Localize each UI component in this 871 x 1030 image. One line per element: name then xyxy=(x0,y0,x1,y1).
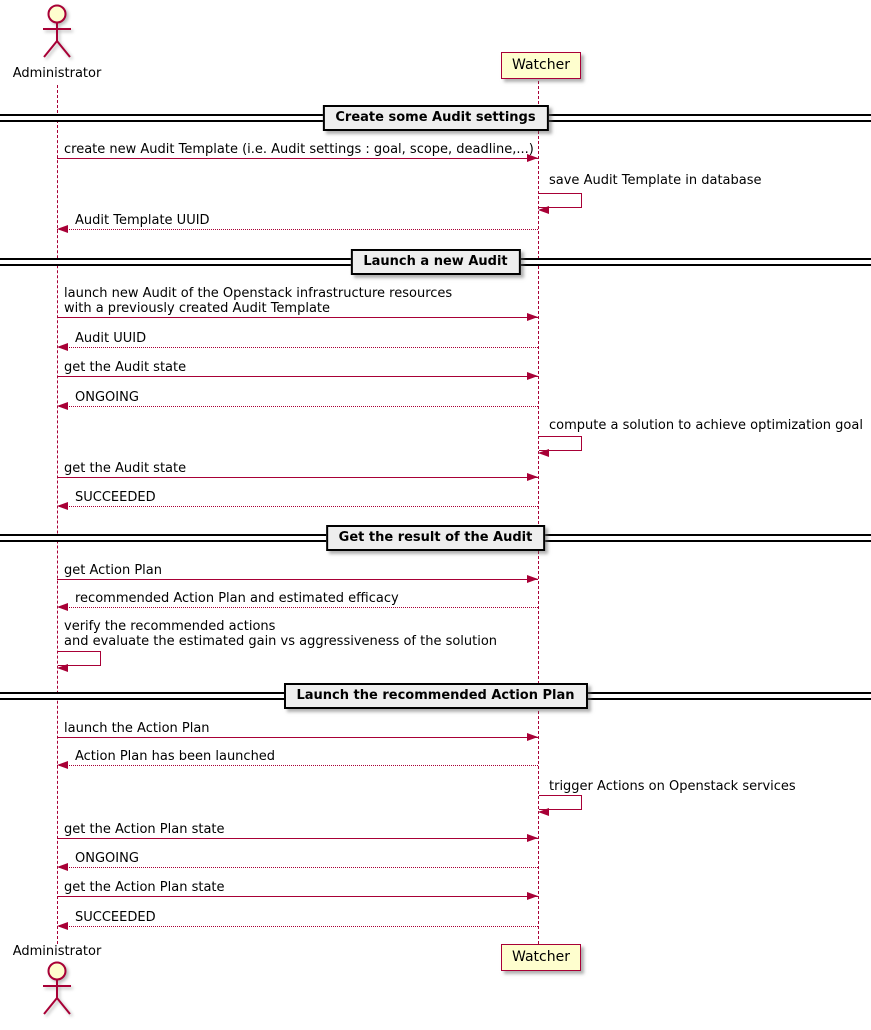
message-arrow xyxy=(57,158,538,159)
message-arrow xyxy=(57,579,538,580)
message-arrow xyxy=(57,376,538,377)
administrator-actor-icon xyxy=(39,961,75,1018)
message-arrow xyxy=(57,477,538,478)
message-label xyxy=(64,619,497,649)
message-label: get the Action Plan state xyxy=(64,822,225,837)
message-label: SUCCEEDED xyxy=(75,490,156,505)
message-label: Audit UUID xyxy=(75,331,147,346)
message-label: compute a solution to achieve optimization goal xyxy=(549,418,863,433)
lifeline-administrator xyxy=(57,85,58,944)
message-label xyxy=(64,286,452,316)
message-label-line: and evaluate the estimated gain vs aggressiveness of the solution xyxy=(64,634,498,649)
self-message-loop xyxy=(539,193,582,208)
message-label: get the Audit state xyxy=(64,461,187,476)
message-label-line: verify the recommended actions xyxy=(64,619,276,634)
message-arrow xyxy=(57,896,538,897)
divider-launch-recommended-action-plan: Launch the recommended Action Plan xyxy=(283,683,587,709)
message-label: get Action Plan xyxy=(64,563,162,578)
message-label: launch the Action Plan xyxy=(64,721,210,736)
administrator-label-bottom: Administrator xyxy=(12,944,102,959)
administrator-label-top: Administrator xyxy=(12,66,102,81)
message-label: recommended Action Plan and estimated efficacy xyxy=(75,591,399,606)
message-label: SUCCEEDED xyxy=(75,910,156,925)
message-label: Audit Template UUID xyxy=(75,213,210,228)
message-label: trigger Actions on Openstack services xyxy=(549,779,796,794)
message-arrow xyxy=(57,867,538,868)
message-label-line: with a previously created Audit Template xyxy=(64,301,331,316)
divider-get-result-of-audit: Get the result of the Audit xyxy=(326,525,546,551)
message-label: create new Audit Template (i.e. Audit settings : goal, scope, deadline,...) xyxy=(64,142,534,157)
watcher-participant-bottom: Watcher xyxy=(501,944,581,971)
message-label: ONGOING xyxy=(75,851,139,866)
divider-launch-new-audit: Launch a new Audit xyxy=(350,249,520,275)
self-message-loop xyxy=(539,795,582,810)
message-arrow xyxy=(57,506,538,507)
message-arrow xyxy=(57,406,538,407)
administrator-actor-icon xyxy=(39,4,75,61)
message-arrow xyxy=(57,838,538,839)
watcher-participant-top: Watcher xyxy=(501,52,581,79)
self-message-loop xyxy=(539,436,582,451)
message-arrow xyxy=(57,926,538,927)
divider-create-audit-settings: Create some Audit settings xyxy=(322,105,548,131)
message-arrow xyxy=(57,317,538,318)
self-message-loop xyxy=(58,651,101,666)
message-arrow xyxy=(57,607,538,608)
message-arrow xyxy=(57,765,538,766)
message-arrow xyxy=(57,737,538,738)
message-label: ONGOING xyxy=(75,390,139,405)
message-arrow xyxy=(57,229,538,230)
message-label: get the Action Plan state xyxy=(64,880,225,895)
message-label: save Audit Template in database xyxy=(549,173,762,188)
message-arrow xyxy=(57,347,538,348)
message-label: get the Audit state xyxy=(64,360,187,375)
message-label-line: launch new Audit of the Openstack infrastructure resources xyxy=(64,286,453,301)
message-label: Action Plan has been launched xyxy=(75,749,276,764)
